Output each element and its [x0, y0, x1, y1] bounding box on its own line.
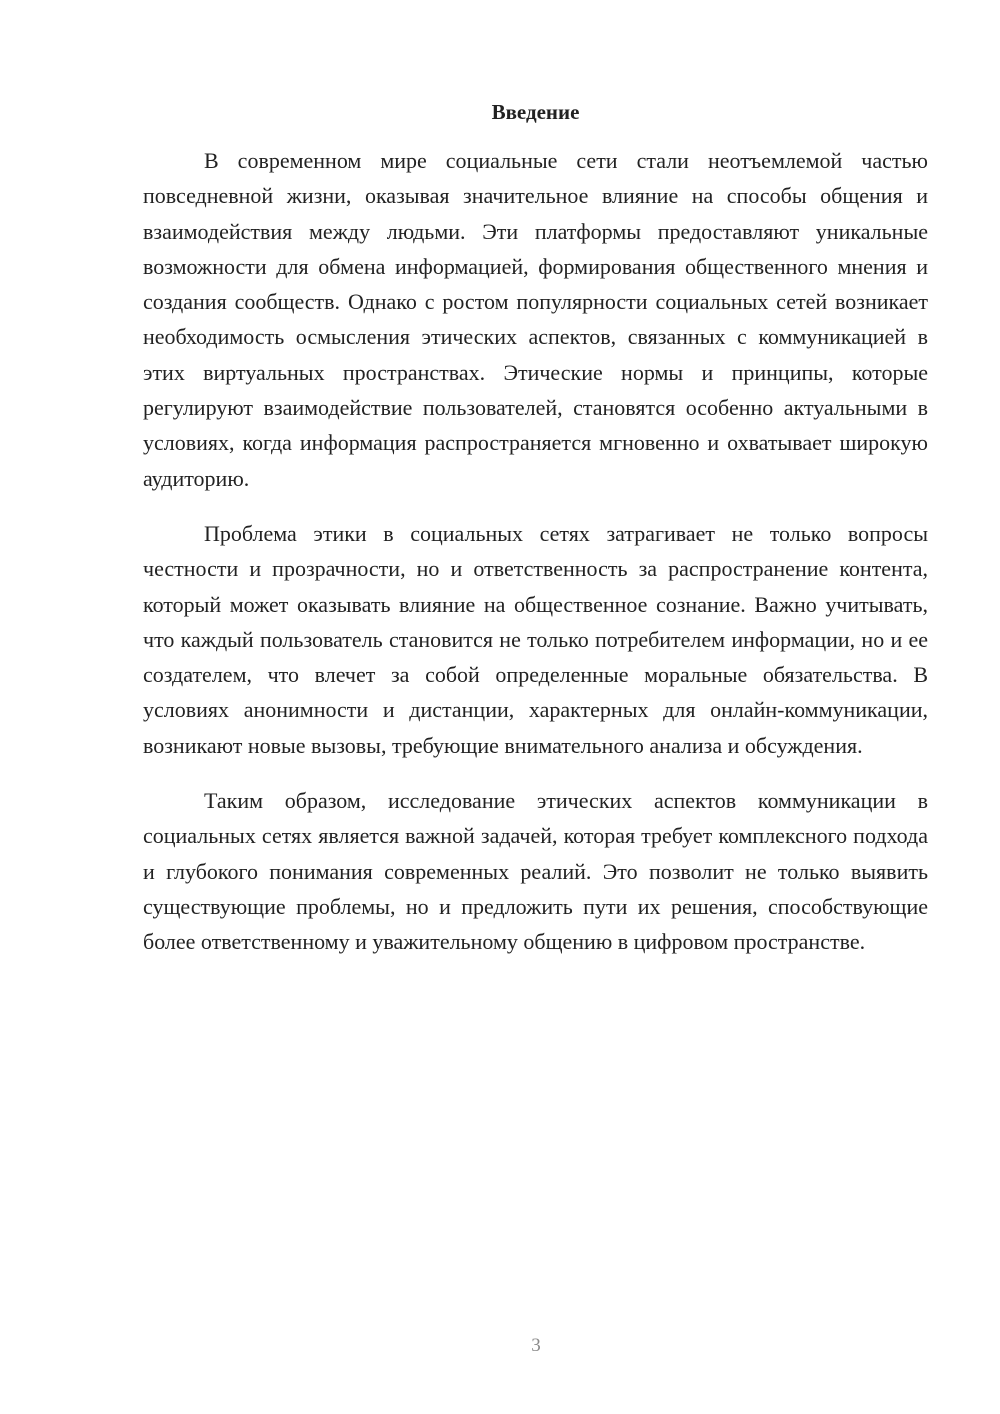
body-text	[143, 143, 928, 980]
paragraph-1: В современном мире социальные сети стали неотъемлемой частью повседневной жизни, оказывая значительное влияние на способы общения и взаимодействия между людьми. Эти платформы предоставляют уникальные возможности для обмена информацией, формирования общественного мнения и создания сообществ. Однако с ростом популярности социальных сетей возникает необходимость осмысления этических аспектов, связанных с коммуникацией в этих виртуальных пространствах. Этические нормы и принципы, которые регулируют взаимодействие пользователей, становятся особенно актуальными в условиях, когда информация распространяется мгновенно и охватывает широкую аудиторию.	[143, 148, 928, 491]
page-title: Введение	[491, 100, 580, 124]
paragraph-3: Таким образом, исследование этических аспектов коммуникации в социальных сетях является важной задачей, которая требует комплексного подхода и глубокого понимания современных реалий. Это позволит не только выявить существующие проблемы, но и предложить пути их решения, способствующие более ответственному и уважительному общению в цифровом пространстве.	[143, 788, 928, 955]
paragraph-2: Проблема этики в социальных сетях затрагивает не только вопросы честности и прозрачности, но и ответственность за распространение контента, который может оказывать влияние на общественное сознание. Важно учитывать, что каждый пользователь становится не только потребителем информации, но и ее создателем, что влечет за собой определенные моральные обязательства. В условиях анонимности и дистанции, характерных для онлайн-коммуникации, возникают новые вызовы, требующие внимательного анализа и обсуждения.	[143, 520, 928, 758]
page-number: 3	[531, 1335, 541, 1356]
